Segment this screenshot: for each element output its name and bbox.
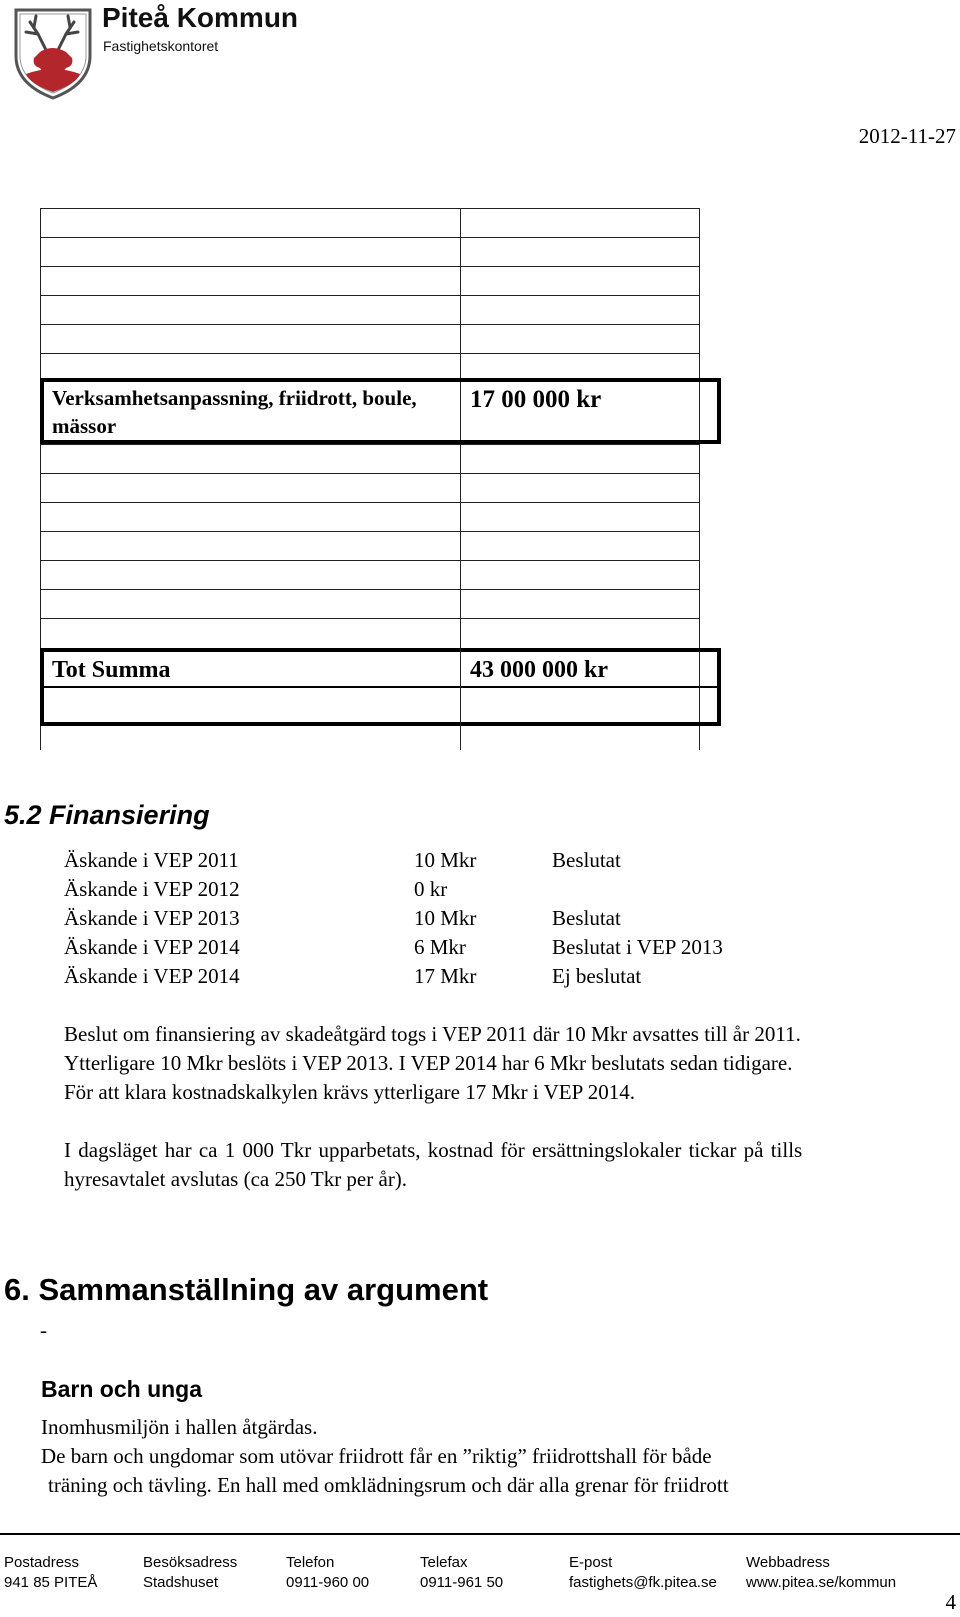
financing-amount: 6 Mkr bbox=[414, 935, 466, 959]
footer-rule bbox=[0, 1533, 960, 1535]
financing-amount: 17 Mkr bbox=[414, 964, 477, 988]
footer-label-besoksadress: Besöksadress bbox=[143, 1554, 238, 1571]
cost-table bbox=[40, 208, 720, 750]
paragraph-line: Ytterligare 10 Mkr beslöts i VEP 2013. I VEP 2014 har 6 Mkr beslutats sedan tidigare. bbox=[64, 1051, 793, 1075]
highlight-row-label: Verksamhetsanpassning, friidrott, boule, mässor bbox=[52, 386, 417, 438]
paragraph-line: För att klara kostnadskalkylen krävs ytterligare 17 Mkr i VEP 2014. bbox=[64, 1080, 635, 1104]
footer-value-besoksadress: Stadshuset bbox=[143, 1574, 219, 1591]
financing-status: Beslutat bbox=[552, 906, 621, 930]
arguments-heading: 6. Sammanställning av argument bbox=[4, 1272, 489, 1307]
table-row-line bbox=[40, 324, 700, 325]
financing-status: Beslutat i VEP 2013 bbox=[552, 935, 723, 959]
table-row-line bbox=[40, 473, 700, 474]
paragraph-line: hyresavtalet avslutas (ca 250 Tkr per år). bbox=[64, 1167, 408, 1191]
footer-label-telefax: Telefax bbox=[420, 1554, 468, 1571]
financing-label: Äskande i VEP 2014 bbox=[64, 964, 240, 988]
footer-value-postadress: 941 85 PITEÅ bbox=[4, 1574, 98, 1591]
financing-status: Beslutat bbox=[552, 848, 621, 872]
table-row-line bbox=[40, 618, 700, 619]
footer-label-webbadress: Webbadress bbox=[746, 1554, 830, 1571]
table-row-line bbox=[40, 444, 700, 445]
page-number: 4 bbox=[945, 1590, 956, 1614]
org-unit: Fastighetskontoret bbox=[103, 38, 219, 54]
total-row-amount: 43 000 000 kr bbox=[470, 657, 608, 683]
table-row-line bbox=[40, 266, 700, 267]
reindeer-crest-icon bbox=[12, 4, 94, 100]
financing-label: Äskande i VEP 2012 bbox=[64, 877, 240, 901]
footer-label-epost: E-post bbox=[569, 1554, 613, 1571]
footer-label-postadress: Postadress bbox=[4, 1554, 80, 1571]
table-row-line bbox=[40, 208, 700, 209]
footer-value-telefax: 0911-961 50 bbox=[420, 1574, 504, 1591]
municipality-logo bbox=[12, 4, 94, 100]
financing-amount: 10 Mkr bbox=[414, 848, 477, 872]
table-row-line bbox=[40, 353, 700, 354]
document-date: 2012-11-27 bbox=[858, 124, 956, 148]
body-line: Inomhusmiljön i hallen åtgärdas. bbox=[41, 1415, 318, 1439]
financing-label: Äskande i VEP 2011 bbox=[64, 848, 239, 872]
table-row-line bbox=[40, 531, 700, 532]
financing-heading: 5.2 Finansiering bbox=[4, 800, 210, 830]
financing-paragraph-2 bbox=[64, 1136, 958, 1194]
body-line: De barn och ungdomar som utövar friidrott får en ”riktig” friidrottshall för både bbox=[41, 1444, 712, 1468]
financing-amount: 10 Mkr bbox=[414, 906, 477, 930]
paragraph-line: I dagsläget har ca 1 000 Tkr upparbetats, kostnad för ersättningslokaler tickar på tills bbox=[64, 1138, 803, 1162]
table-column-divider bbox=[460, 648, 461, 726]
body-line: träning och tävling. En hall med omklädningsrum och där alla grenar för friidrott bbox=[48, 1473, 729, 1497]
footer-value-telefon: 0911-960 00 bbox=[286, 1574, 370, 1591]
table-row-line bbox=[40, 589, 700, 590]
footer-value-webbadress[interactable]: www.pitea.se/kommun bbox=[746, 1574, 897, 1591]
paragraph-line: Beslut om finansiering av skadeåtgärd togs i VEP 2011 där 10 Mkr avsattes till år 2011. bbox=[64, 1022, 801, 1046]
financing-status: Ej beslutat bbox=[552, 964, 642, 988]
total-empty-row-box bbox=[40, 686, 721, 726]
table-row-line bbox=[40, 237, 700, 238]
highlight-row-amount: 17 00 000 kr bbox=[470, 386, 602, 413]
footer-value-epost[interactable]: fastighets@fk.pitea.se bbox=[569, 1574, 717, 1591]
total-row-label: Tot Summa bbox=[52, 657, 171, 683]
list-dash: - bbox=[40, 1318, 47, 1342]
arguments-subheading: Barn och unga bbox=[41, 1376, 203, 1402]
table-row-line bbox=[40, 295, 700, 296]
financing-amount: 0 kr bbox=[414, 877, 448, 901]
table-row-line bbox=[40, 560, 700, 561]
footer-label-telefon: Telefon bbox=[286, 1554, 335, 1571]
financing-label: Äskande i VEP 2013 bbox=[64, 906, 240, 930]
financing-label: Äskande i VEP 2014 bbox=[64, 935, 240, 959]
org-name: Piteå Kommun bbox=[102, 2, 299, 33]
table-row-line bbox=[40, 502, 700, 503]
financing-paragraph-1 bbox=[64, 1020, 958, 1107]
